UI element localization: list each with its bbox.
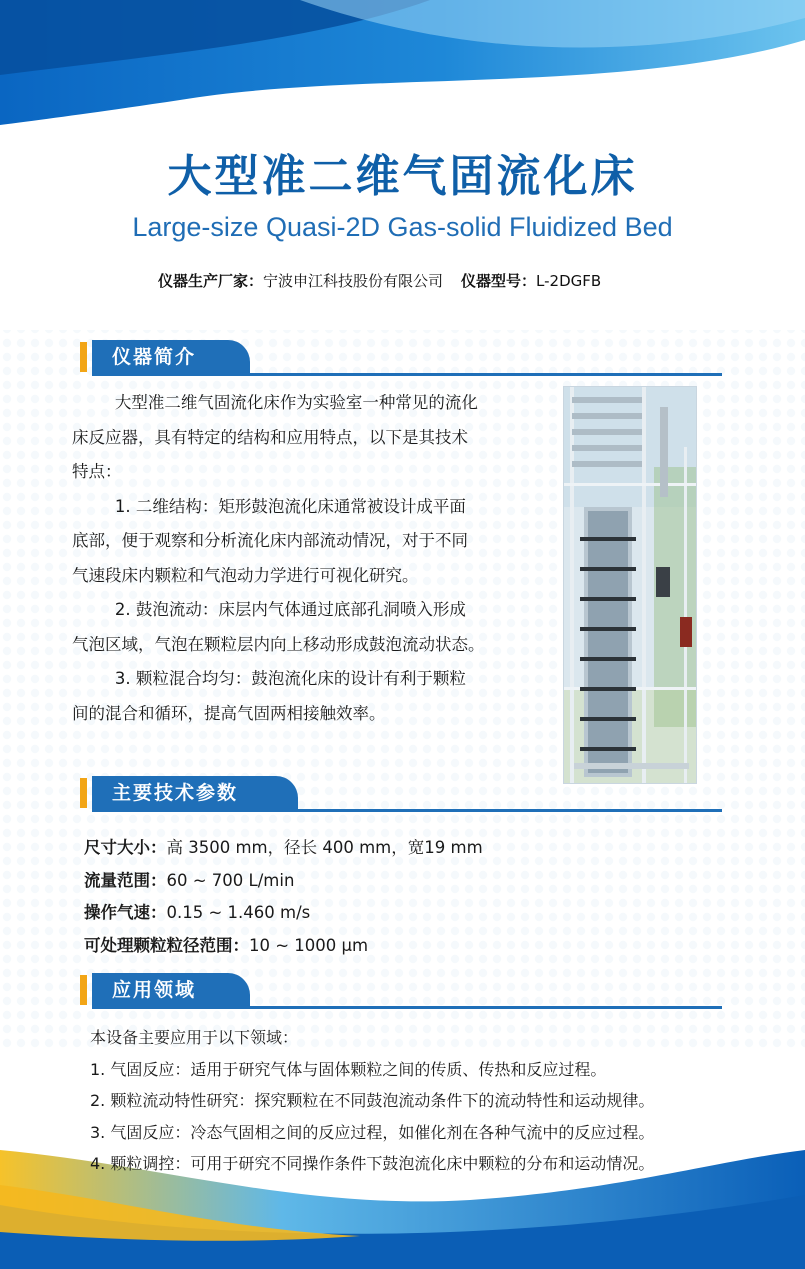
param-label: 尺寸大小： bbox=[84, 838, 167, 857]
section-title-apps: 应用领域 bbox=[92, 973, 250, 1007]
param-value: 高 3500 mm，径长 400 mm，宽19 mm bbox=[166, 838, 483, 857]
list-item: 3. 气固反应：冷态气固相之间的反应过程，如催化剂在各种气流中的反应过程。 bbox=[90, 1122, 655, 1142]
feature-bubbling-flow: 2. 鼓泡流动：床层内气体通过底部孔洞喷入形成 bbox=[114, 600, 466, 619]
intro-body bbox=[72, 386, 522, 731]
param-label: 可处理颗粒粒径范围： bbox=[84, 935, 249, 955]
section-title-intro: 仪器简介 bbox=[92, 340, 250, 374]
feature-particle-mixing: 3. 颗粒混合均匀：鼓泡流化床的设计有利于颗粒 bbox=[114, 669, 466, 688]
intro-paragraph-line: 特点： bbox=[72, 462, 122, 481]
application-list bbox=[90, 1022, 654, 1180]
section-header-apps bbox=[80, 973, 722, 1013]
equipment-photo bbox=[563, 386, 697, 784]
feature-2d-structure: 1. 二维结构：矩形鼓泡流化床通常被设计成平面 bbox=[114, 496, 466, 516]
manufacturer-name: 宁波申江科技股份有限公司 bbox=[263, 272, 444, 290]
manufacturer-label: 仪器生产厂家： bbox=[158, 272, 264, 290]
intro-paragraph-line: 床反应器，具有特定的结构和应用特点，以下是其技术 bbox=[72, 427, 468, 447]
feature-line: 底部，便于观察和分析流化床内部流动情况，对于不同 bbox=[72, 531, 468, 550]
parameter-list bbox=[84, 832, 483, 962]
section-accent-bar bbox=[80, 975, 87, 1005]
param-value: 10 ~ 1000 μm bbox=[249, 935, 369, 955]
section-header-params bbox=[80, 776, 722, 816]
section-divider bbox=[92, 809, 722, 812]
list-item: 1. 气固反应：适用于研究气体与固体颗粒之间的传质、传热和反应过程。 bbox=[90, 1059, 607, 1079]
model-number: L-2DGFB bbox=[536, 272, 602, 290]
param-gas-velocity bbox=[84, 897, 483, 930]
param-flow-range bbox=[84, 865, 483, 898]
section-divider bbox=[92, 1006, 722, 1009]
param-size bbox=[84, 832, 483, 865]
page-subtitle-english: Large-size Quasi-2D Gas-solid Fluidized Bed bbox=[132, 212, 673, 242]
section-divider bbox=[92, 373, 722, 376]
param-label: 操作气速： bbox=[84, 903, 167, 922]
param-label: 流量范围： bbox=[84, 870, 167, 890]
section-header-intro bbox=[80, 340, 722, 380]
manufacturer-line bbox=[158, 270, 601, 291]
section-accent-bar bbox=[80, 778, 87, 808]
section-title-params: 主要技术参数 bbox=[92, 776, 298, 810]
feature-line: 气速段床内颗粒和气泡动力学进行可视化研究。 bbox=[72, 565, 419, 585]
feature-line: 间的混合和循环，提高气固两相接触效率。 bbox=[72, 703, 386, 723]
param-value: 0.15 ~ 1.460 m/s bbox=[166, 903, 311, 922]
apps-intro: 本设备主要应用于以下领域： bbox=[90, 1028, 299, 1047]
intro-paragraph: 大型准二维气固流化床作为实验室一种常见的流化 bbox=[114, 393, 478, 412]
list-item: 2. 颗粒流动特性研究：探究颗粒在不同鼓泡流动条件下的流动特性和运动规律。 bbox=[90, 1091, 655, 1110]
param-value: 60 ~ 700 L/min bbox=[166, 870, 295, 890]
section-accent-bar bbox=[80, 342, 87, 372]
list-item: 4. 颗粒调控：可用于研究不同操作条件下鼓泡流化床中颗粒的分布和运动情况。 bbox=[90, 1154, 655, 1173]
feature-line: 气泡区域，气泡在颗粒层内向上移动形成鼓泡流动状态。 bbox=[72, 634, 485, 654]
model-label: 仪器型号： bbox=[461, 272, 537, 290]
page-title: 大型准二维气固流化床 bbox=[167, 151, 638, 202]
param-particle-size bbox=[84, 930, 483, 963]
